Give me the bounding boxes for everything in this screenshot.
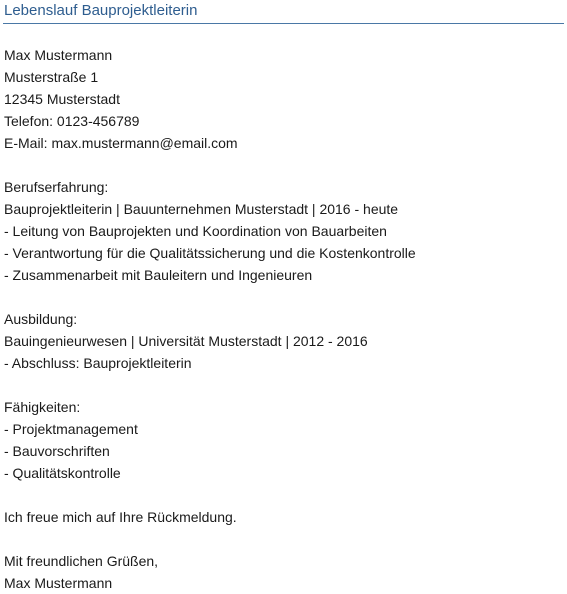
- experience-item: - Zusammenarbeit mit Bauleitern und Ingenieuren: [4, 267, 313, 283]
- experience-item: - Leitung von Bauprojekten und Koordination von Bauarbeiten: [4, 223, 387, 239]
- contact-street: Musterstraße 1: [4, 69, 99, 85]
- spacer: [4, 154, 564, 176]
- education-heading: Ausbildung:: [4, 311, 78, 327]
- experience-item: - Verantwortung für die Qualitätssicherung und die Kostenkontrolle: [4, 245, 416, 261]
- skills-item: - Qualitätskontrolle: [4, 465, 121, 481]
- closing-salutation: Mit freundlichen Grüßen,: [4, 553, 159, 569]
- education-item: - Abschluss: Bauprojektleiterin: [4, 355, 192, 371]
- closing-signature: Max Mustermann: [4, 575, 113, 591]
- spacer: [4, 528, 564, 550]
- skills-item: - Bauvorschriften: [4, 443, 110, 459]
- document-title: Lebenslauf Bauprojektleiterin: [4, 2, 198, 19]
- skills-heading: Fähigkeiten:: [4, 399, 81, 415]
- document-body: [4, 44, 564, 594]
- contact-email: E-Mail: max.mustermann@email.com: [4, 135, 238, 151]
- experience-position: Bauprojektleiterin | Bauunternehmen Musterstadt | 2016 - heute: [4, 201, 399, 217]
- education-degree: Bauingenieurwesen | Universität Musterstadt | 2012 - 2016: [4, 333, 368, 349]
- spacer: [4, 374, 564, 396]
- spacer: [4, 484, 564, 506]
- contact-name: Max Mustermann: [4, 47, 113, 63]
- experience-heading: Berufserfahrung:: [4, 179, 109, 195]
- contact-city: 12345 Musterstadt: [4, 91, 120, 107]
- contact-phone: Telefon: 0123-456789: [4, 113, 140, 129]
- closing-statement: Ich freue mich auf Ihre Rückmeldung.: [4, 509, 237, 525]
- title-underline: [3, 23, 564, 24]
- skills-item: - Projektmanagement: [4, 421, 138, 437]
- spacer: [4, 286, 564, 308]
